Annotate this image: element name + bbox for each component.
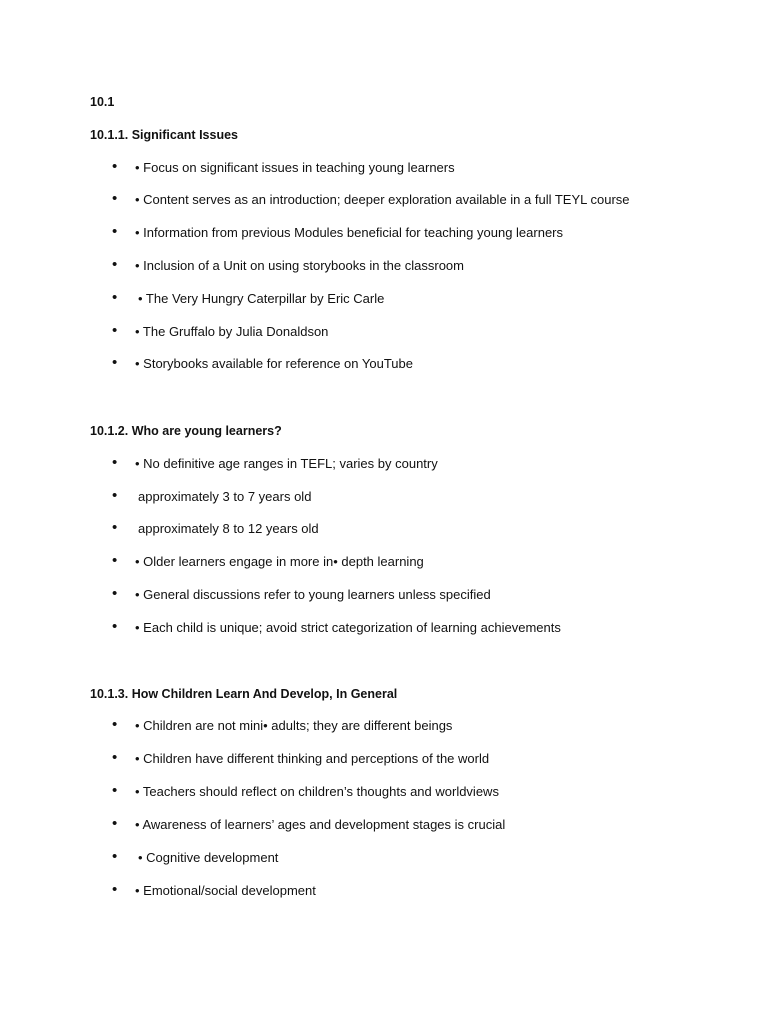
bullet-icon: •: [112, 881, 118, 898]
bullet-icon: •: [112, 782, 118, 799]
list-item-text: approximately 3 to 7 years old: [138, 489, 312, 504]
bullet-icon: •: [112, 815, 118, 832]
section-heading-who-are-young-learners: 10.1.2. Who are young learners?: [90, 424, 282, 438]
list-item: [0, 587, 768, 605]
list-item: [0, 192, 768, 210]
bullet-icon: •: [112, 716, 118, 733]
list-item: [0, 291, 768, 309]
list-item: [0, 554, 768, 572]
bullet-icon: •: [112, 749, 118, 766]
list-item: [0, 456, 768, 474]
bullet-icon: •: [112, 223, 118, 240]
list-item-text: • No definitive age ranges in TEFL; varies by country: [135, 456, 438, 471]
bullet-icon: •: [112, 158, 118, 175]
bullet-icon: •: [112, 848, 118, 865]
list-item: [0, 225, 768, 243]
bullet-icon: •: [112, 552, 118, 569]
bullet-icon: •: [112, 354, 118, 371]
section-heading-how-children-learn: 10.1.3. How Children Learn And Develop, In General: [90, 687, 398, 701]
bullet-icon: •: [112, 289, 118, 306]
bullet-icon: •: [112, 487, 118, 504]
list-item-text: • Information from previous Modules beneficial for teaching young learners: [135, 225, 563, 240]
bullet-icon: •: [112, 322, 118, 339]
list-item: [0, 620, 768, 638]
list-item-text: • Awareness of learners’ ages and development stages is crucial: [135, 817, 506, 832]
list-item: [0, 751, 768, 769]
list-item-text: • Children are not mini• adults; they are different beings: [135, 718, 453, 733]
list-item-text: • Cognitive development: [138, 850, 279, 865]
bullet-icon: •: [112, 454, 118, 471]
list-item-text: • The Gruffalo by Julia Donaldson: [135, 324, 329, 339]
list-item-text: • Storybooks available for reference on YouTube: [135, 356, 413, 371]
list-item: [0, 160, 768, 178]
list-item: [0, 521, 768, 539]
document-title: 10.1: [90, 95, 115, 109]
bullet-icon: •: [112, 618, 118, 635]
list-item-text: approximately 8 to 12 years old: [138, 521, 319, 536]
bullet-icon: •: [112, 519, 118, 536]
list-item-text: • Content serves as an introduction; deeper exploration available in a full TEYL course: [135, 192, 630, 207]
list-item-text: • Each child is unique; avoid strict categorization of learning achievements: [135, 620, 561, 635]
list-item: [0, 356, 768, 374]
list-item: [0, 817, 768, 835]
list-item: [0, 718, 768, 736]
bullet-icon: •: [112, 256, 118, 273]
list-item-text: • Focus on significant issues in teaching young learners: [135, 160, 455, 175]
list-item-text: • Children have different thinking and perceptions of the world: [135, 751, 490, 766]
bullet-icon: •: [112, 585, 118, 602]
section-heading-significant-issues: 10.1.1. Significant Issues: [90, 128, 238, 142]
list-item: [0, 324, 768, 342]
list-item-text: • General discussions refer to young learners unless specified: [135, 587, 491, 602]
list-item: [0, 784, 768, 802]
bullet-icon: •: [112, 190, 118, 207]
list-item-text: • The Very Hungry Caterpillar by Eric Carle: [138, 291, 385, 306]
list-item-text: • Older learners engage in more in• depth learning: [135, 554, 424, 569]
list-item-text: • Emotional/social development: [135, 883, 316, 898]
list-item: [0, 850, 768, 868]
list-item: [0, 258, 768, 276]
list-item: [0, 883, 768, 901]
list-item: [0, 489, 768, 507]
list-item-text: • Teachers should reflect on children’s thoughts and worldviews: [135, 784, 499, 799]
list-item-text: • Inclusion of a Unit on using storybooks in the classroom: [135, 258, 464, 273]
